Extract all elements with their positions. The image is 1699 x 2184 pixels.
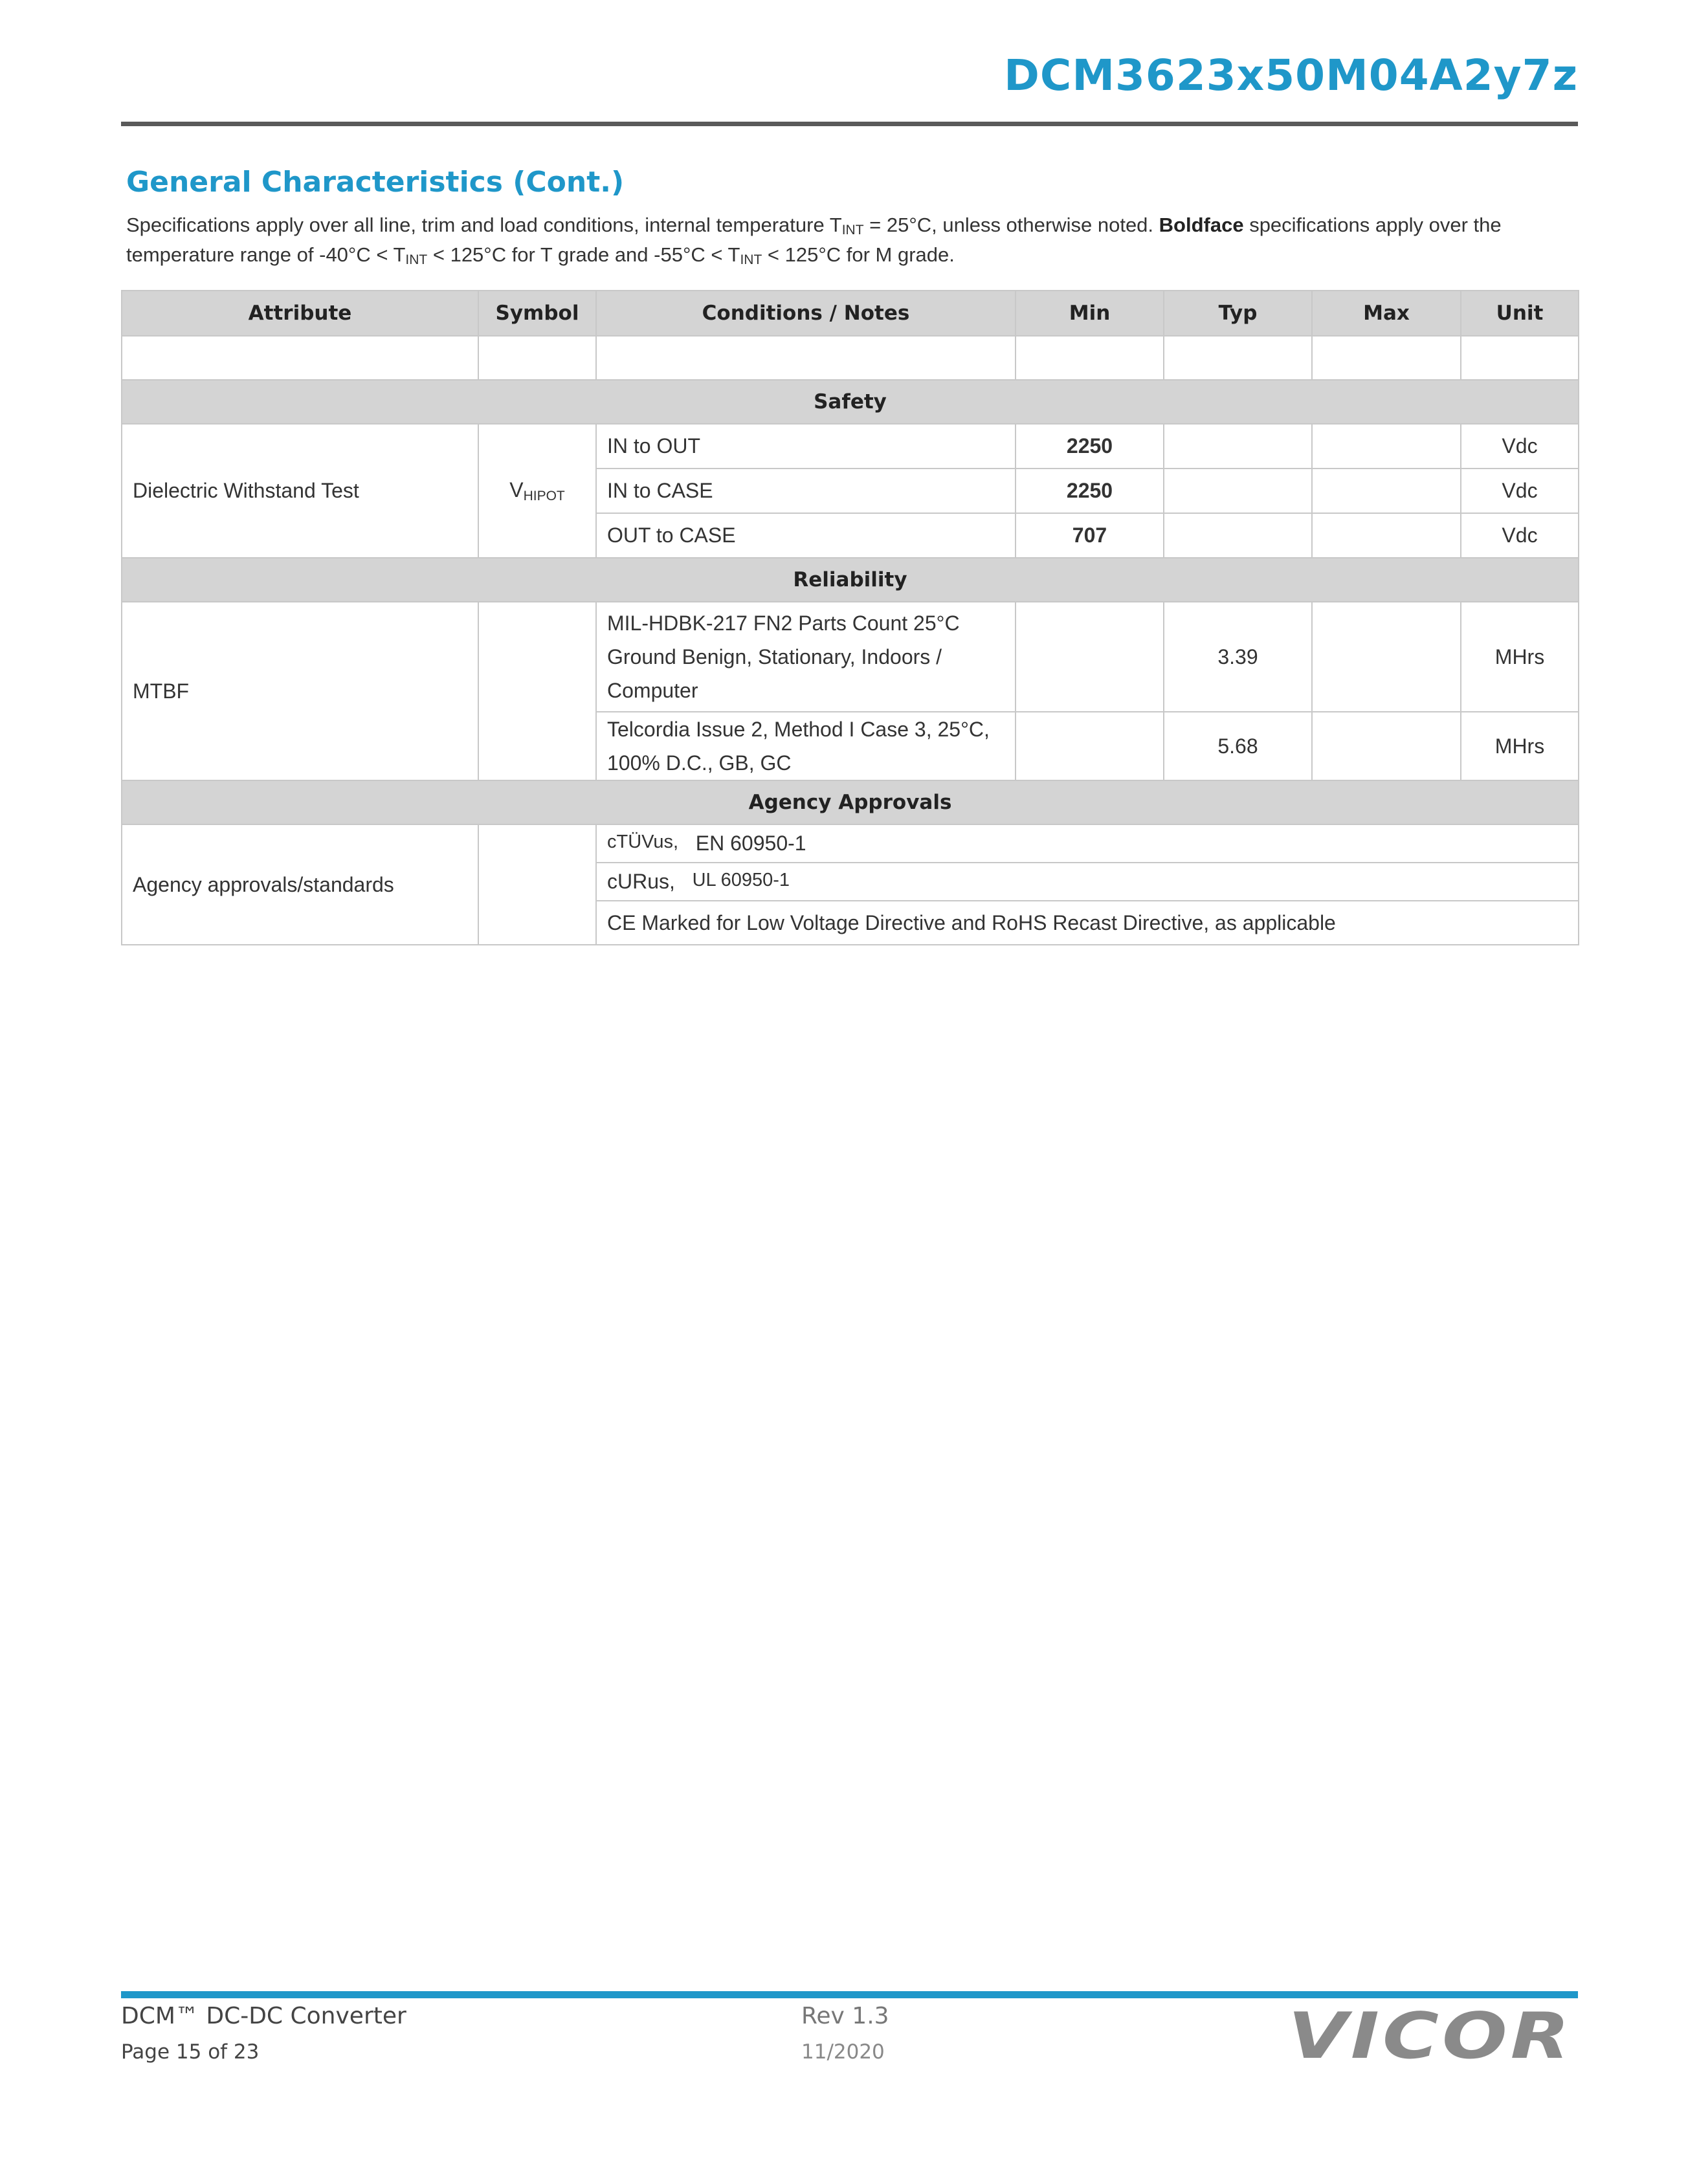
header-typ: Typ [1164, 291, 1312, 336]
agency-cell: CE Marked for Low Voltage Directive and RoHS Recast Directive, as applicable [596, 901, 1579, 945]
min-cell: 707 [1016, 513, 1164, 558]
intro-paragraph: Specifications apply over all line, trim and load conditions, internal temperature $T_{INT} = 25^\circ C$, unless otherwise noted. Boldface specifications apply over the temperature range of $-40^\circ C < T_{INT} < 125^\circ C$ for T grade and $-55^\circ C < T_{INT} < 125^\circ C$ for M grade. [126, 214, 1502, 267]
revision-date: 11/2020 [801, 2040, 885, 2064]
condition-cell: Telcordia Issue 2, Method I Case 3, 25°C, 100% D.C., GB, GC [596, 712, 1016, 780]
table-row [122, 824, 1579, 863]
condition-cell: MIL-HDBK-217 FN2 Parts Count 25°C Ground Benign, Stationary, Indoors / Computer [596, 602, 1016, 712]
part-number: DCM3623x50M04A2y7z [1004, 50, 1578, 100]
condition-cell: OUT to CASE [596, 513, 1016, 558]
typ-cell: 5.68 [1164, 712, 1312, 780]
symbol-cell [478, 602, 596, 780]
header-unit: Unit [1461, 291, 1579, 336]
table-header-row [122, 291, 1579, 336]
group-row-reliability [122, 558, 1579, 602]
attribute-mtbf: MTBF [122, 602, 478, 780]
agency-cell: cTÜVus, EN 60950-1 [596, 824, 1579, 863]
vicor-logo [1288, 2006, 1579, 2071]
page-number: Page 15 of 23 [121, 2040, 260, 2064]
attribute-dielectric-withstand: Dielectric Withstand Test [122, 424, 478, 558]
header-attribute: Attribute [122, 291, 478, 336]
group-row-agency [122, 780, 1579, 824]
unit-cell: MHrs [1461, 712, 1579, 780]
unit-cell: Vdc [1461, 424, 1579, 469]
typ-cell: 3.39 [1164, 602, 1312, 712]
footer-divider [121, 1991, 1578, 1998]
revision: Rev 1.3 [801, 2003, 889, 2029]
condition-cell: IN to CASE [596, 469, 1016, 513]
symbol-cell [478, 824, 596, 945]
condition-cell: IN to OUT [596, 424, 1016, 469]
table-row [122, 424, 1579, 469]
header-symbol: Symbol [478, 291, 596, 336]
group-title-reliability: Reliability [122, 558, 1579, 602]
unit-cell: Vdc [1461, 513, 1579, 558]
unit-cell: MHrs [1461, 602, 1579, 712]
agency-cell: cURus, UL 60950-1 [596, 863, 1579, 901]
min-cell: 2250 [1016, 469, 1164, 513]
footer-product-name: DCM™ DC-DC Converter [121, 2003, 406, 2029]
attribute-agency: Agency approvals/standards [122, 824, 478, 945]
vicor-logo-text: VICOR [1288, 2006, 1573, 2071]
header-min: Min [1016, 291, 1164, 336]
section-title: General Characteristics (Cont.) [126, 166, 625, 199]
group-title-safety: Safety [122, 380, 1579, 424]
header-max: Max [1312, 291, 1461, 336]
table-row [122, 602, 1579, 712]
group-title-agency: Agency Approvals [122, 780, 1579, 824]
symbol-vhipot: $V_{HIPOT}$ [478, 424, 596, 558]
header-divider [121, 122, 1578, 126]
header-conditions: Conditions / Notes [596, 291, 1016, 336]
group-row-safety [122, 380, 1579, 424]
min-cell: 2250 [1016, 424, 1164, 469]
unit-cell: Vdc [1461, 469, 1579, 513]
specifications-table [121, 290, 1579, 945]
blank-row [122, 336, 1579, 380]
